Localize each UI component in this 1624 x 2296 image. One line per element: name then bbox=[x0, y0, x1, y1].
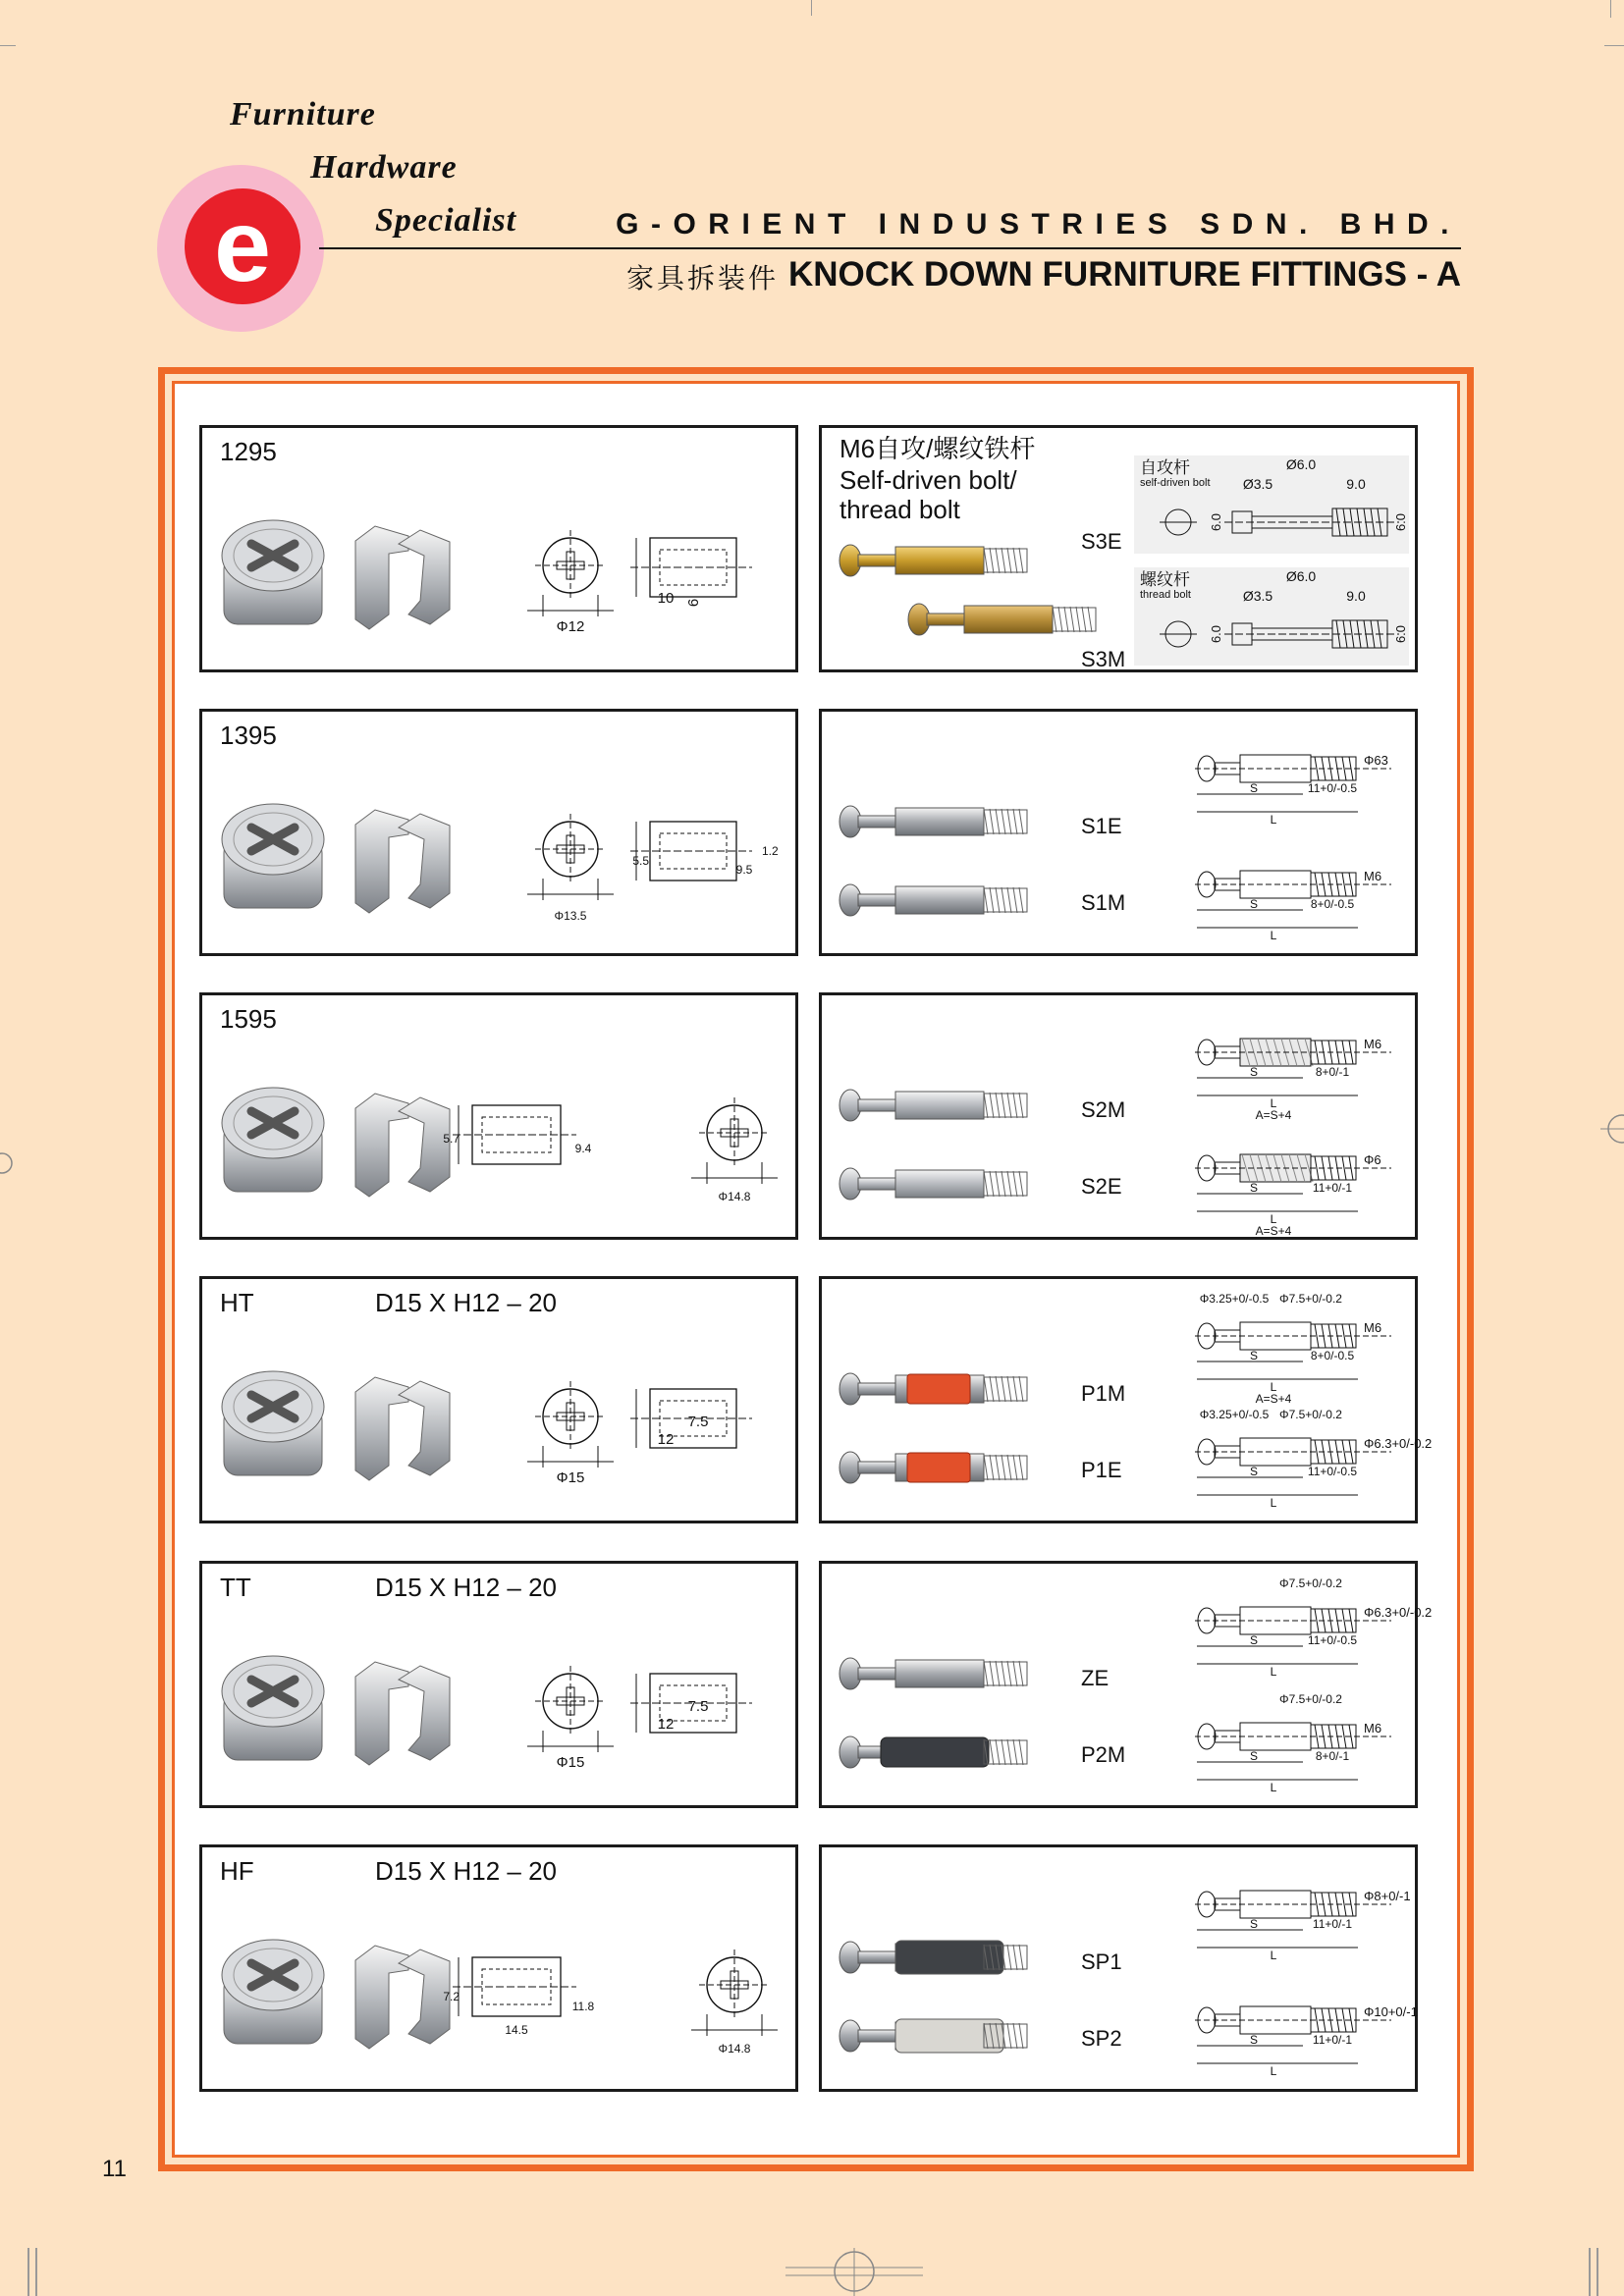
bolt-dimension: A=S+4 bbox=[1255, 1224, 1292, 1238]
bolt-spec-en: thread bolt bbox=[1140, 589, 1191, 601]
bolt-dimension: 11+0/-1 bbox=[1312, 1917, 1353, 1931]
bolt-dimension: L bbox=[1270, 2064, 1277, 2078]
bolt-title-en-2: thread bolt bbox=[839, 495, 960, 524]
bolt-dimension: L bbox=[1270, 929, 1277, 942]
bolt-dimension: S bbox=[1249, 897, 1259, 911]
dim-diameter: Φ15 bbox=[556, 1754, 585, 1771]
bolt-title-cn: M6自攻/螺纹铁杆 bbox=[839, 434, 1036, 463]
cam-photo bbox=[222, 1940, 324, 2044]
dim-height: 5.5 bbox=[632, 854, 649, 868]
bolt-dimension: L bbox=[1270, 1380, 1277, 1394]
bolt-dimension: M6 bbox=[1364, 1320, 1382, 1335]
bolt-dimension: 11+0/-0.5 bbox=[1307, 1465, 1358, 1478]
dim-height: 12 bbox=[657, 1716, 675, 1733]
bolt-dimension: S bbox=[1249, 1749, 1259, 1763]
cam-photo bbox=[222, 1371, 324, 1475]
bolt-photo bbox=[839, 1168, 1027, 1200]
logo-red-disc bbox=[185, 188, 300, 304]
dim-depth: 6 bbox=[685, 598, 702, 608]
cam-photo bbox=[222, 520, 324, 624]
cam-size-label: D15 X H12 – 20 bbox=[375, 1856, 558, 1886]
bolt-dimension: L bbox=[1270, 1212, 1277, 1226]
dim-top: 1.2 bbox=[762, 844, 779, 858]
cam-top-view-drawing bbox=[691, 1949, 778, 2036]
bolt-dimension: 8+0/-1 bbox=[1315, 1749, 1350, 1763]
cam-top-view-drawing bbox=[527, 814, 614, 900]
bolt-dimension: Φ63 bbox=[1364, 753, 1388, 768]
dim-depth: 9.5 bbox=[735, 863, 753, 877]
bolt-dimension: L bbox=[1270, 813, 1277, 827]
cam-illustration bbox=[202, 428, 795, 669]
cam-model-label: 1395 bbox=[220, 721, 277, 750]
bolt-code: S3E bbox=[1081, 529, 1122, 554]
cam-cell bbox=[199, 1561, 798, 1808]
cam-model-label: 1295 bbox=[220, 437, 277, 466]
bolt-dimension: 11+0/-0.5 bbox=[1307, 1633, 1358, 1647]
bolt-dimension: Φ10+0/-1 bbox=[1364, 2004, 1418, 2019]
bolt-photo bbox=[839, 545, 1027, 576]
dim-thread-len: 9.0 bbox=[1346, 476, 1366, 492]
bolt-dimension: S bbox=[1249, 1349, 1259, 1362]
bolt-dimension: Φ7.5+0/-0.2 bbox=[1279, 1292, 1342, 1306]
brand-logo bbox=[157, 165, 324, 332]
bolt-code: P2M bbox=[1081, 1742, 1126, 1767]
bolt-dimension: 8+0/-0.5 bbox=[1310, 897, 1355, 911]
registration-mark-right bbox=[1600, 1080, 1624, 1178]
housing-photo bbox=[355, 1662, 450, 1765]
housing-photo bbox=[355, 1094, 450, 1197]
bolt-title-en-1: Self-driven bolt/ bbox=[839, 465, 1017, 495]
cam-model-label: TT bbox=[220, 1573, 251, 1602]
page-number: 11 bbox=[102, 2156, 127, 2182]
bolt-dimension: Φ3.25+0/-0.5 bbox=[1199, 1408, 1270, 1421]
crop-mark-top-right bbox=[1610, 0, 1611, 18]
dim-diameter: Φ14.8 bbox=[718, 2042, 751, 2056]
bolt-photo bbox=[839, 1941, 1027, 1974]
brand-line-2: Hardware bbox=[310, 149, 458, 186]
company-name: G-ORIENT INDUSTRIES SDN. BHD. bbox=[616, 208, 1461, 240]
cam-side-view-drawing bbox=[630, 822, 752, 881]
bolt-code: ZE bbox=[1081, 1666, 1110, 1690]
dim-height: 7.2 bbox=[443, 1990, 460, 2003]
cam-top-view-drawing bbox=[527, 1666, 614, 1752]
dim-depth: 11.8 bbox=[571, 2000, 595, 2013]
dim-height: 12 bbox=[657, 1431, 675, 1448]
bolt-code: S2M bbox=[1081, 1097, 1126, 1122]
bolt-code: SP2 bbox=[1081, 2026, 1122, 2051]
cam-illustration bbox=[202, 995, 795, 1237]
dim-diameter: Φ14.8 bbox=[718, 1190, 751, 1203]
cam-size-label: D15 X H12 – 20 bbox=[375, 1288, 558, 1317]
header-rule bbox=[319, 247, 1461, 249]
cam-cell bbox=[199, 1844, 798, 2092]
housing-photo bbox=[355, 810, 450, 913]
dim-thread-dia: 6.0 bbox=[1393, 512, 1408, 532]
bolt-dimension: M6 bbox=[1364, 1721, 1382, 1735]
bolt-spec-drawing bbox=[1195, 2004, 1418, 2078]
crop-mark-bottom-right-2 bbox=[1597, 2248, 1598, 2296]
page-title: KNOCK DOWN FURNITURE FITTINGS - A bbox=[787, 255, 1461, 294]
bolt-dimension: S bbox=[1249, 1633, 1259, 1647]
bolt-dimension: A=S+4 bbox=[1255, 1108, 1292, 1122]
bolt-dimension: S bbox=[1249, 1181, 1259, 1195]
dim-shank: 6.0 bbox=[1209, 512, 1223, 532]
cam-model-label: HT bbox=[220, 1288, 254, 1317]
bolt-dimension: Φ6.3+0/-0.2 bbox=[1364, 1436, 1433, 1451]
bolt-code: S1M bbox=[1081, 890, 1126, 915]
cam-photo bbox=[222, 1088, 324, 1192]
cam-cell bbox=[199, 992, 798, 1240]
dim-diameter: Φ15 bbox=[556, 1469, 585, 1486]
title-chinese: 家具拆装件 bbox=[626, 262, 780, 294]
cam-illustration bbox=[202, 1564, 795, 1805]
bolt-code: SP1 bbox=[1081, 1949, 1122, 1974]
housing-photo bbox=[355, 1377, 450, 1480]
brand-line-3: Specialist bbox=[375, 202, 517, 239]
bolt-dimension: Φ7.5+0/-0.2 bbox=[1279, 1576, 1342, 1590]
crop-mark-right bbox=[1604, 45, 1624, 46]
crop-mark-bottom-right bbox=[1589, 2248, 1591, 2296]
bolt-dimension: Φ8+0/-1 bbox=[1364, 1889, 1411, 1903]
dim-diameter: Φ12 bbox=[556, 618, 585, 635]
registration-mark-bottom bbox=[785, 2248, 923, 2296]
bolt-dimension: A=S+4 bbox=[1255, 1392, 1292, 1406]
bolt-code: S2E bbox=[1081, 1174, 1122, 1199]
bolt-photo bbox=[839, 884, 1027, 916]
bolt-spec-drawing bbox=[1195, 1889, 1411, 1962]
bolt-code: P1M bbox=[1081, 1381, 1126, 1406]
bolt-dimension: 11+0/-1 bbox=[1312, 2033, 1353, 2047]
bolt-dimension: 8+0/-0.5 bbox=[1310, 1349, 1355, 1362]
dim-head-dia: Ø6.0 bbox=[1285, 456, 1317, 472]
crop-mark-bottom-left bbox=[27, 2248, 29, 2296]
bolt-code: S1E bbox=[1081, 814, 1122, 838]
crop-mark-left bbox=[0, 45, 16, 46]
bolt-dimension: Φ3.25+0/-0.5 bbox=[1199, 1292, 1270, 1306]
dim-depth: 7.5 bbox=[687, 1698, 709, 1715]
cam-photo bbox=[222, 1656, 324, 1760]
bolt-cell bbox=[819, 1561, 1433, 1808]
bolt-photo bbox=[839, 1373, 1027, 1405]
dim-depth: 7.5 bbox=[687, 1414, 709, 1430]
cam-illustration bbox=[202, 712, 795, 953]
dim-height: 10 bbox=[657, 590, 675, 607]
dim-width: 14.5 bbox=[505, 2023, 528, 2037]
bolt-spec-drawing bbox=[1195, 869, 1391, 942]
cam-side-view-drawing bbox=[630, 538, 752, 597]
dim-head-dia: Ø6.0 bbox=[1285, 568, 1317, 584]
bolt-cell bbox=[819, 425, 1418, 672]
bolt-dimension: 8+0/-1 bbox=[1315, 1065, 1350, 1079]
bolt-dimension: Φ7.5+0/-0.2 bbox=[1279, 1692, 1342, 1706]
bolt-spec-drawing bbox=[1195, 1576, 1432, 1679]
bolt-dimension: S bbox=[1249, 781, 1259, 795]
bolt-spec-drawing bbox=[1195, 1692, 1391, 1794]
bolt-spec-drawing bbox=[1195, 1292, 1391, 1406]
bolt-spec-drawing bbox=[1134, 455, 1409, 554]
bolt-dimension: S bbox=[1249, 2033, 1259, 2047]
bolt-spec-cn: 螺纹杆 bbox=[1140, 570, 1190, 589]
bolt-photo bbox=[908, 604, 1096, 635]
bolt-dimension: L bbox=[1270, 1665, 1277, 1679]
bolt-spec-panel bbox=[1134, 455, 1409, 554]
bolt-photo bbox=[839, 1452, 1027, 1483]
cam-top-view-drawing bbox=[691, 1097, 778, 1184]
cam-cell bbox=[199, 1276, 798, 1523]
bolt-dimension: Φ7.5+0/-0.2 bbox=[1279, 1408, 1342, 1421]
bolt-dimension: L bbox=[1270, 1096, 1277, 1110]
cam-side-view-drawing bbox=[453, 1105, 576, 1164]
brand-line-1: Furniture bbox=[230, 96, 376, 133]
bolt-spec-drawing bbox=[1195, 1408, 1432, 1510]
cam-top-view-drawing bbox=[527, 530, 614, 616]
bolt-photo bbox=[839, 1090, 1027, 1121]
bolt-spec-cn: 自攻杆 bbox=[1140, 458, 1190, 477]
logo-letter: e bbox=[214, 189, 271, 303]
housing-photo bbox=[355, 526, 450, 629]
bolt-code: P1E bbox=[1081, 1458, 1122, 1482]
bolt-photo bbox=[839, 1736, 1027, 1768]
dim-thread-dia: 6.0 bbox=[1393, 624, 1408, 644]
bolt-dimension: 11+0/-1 bbox=[1312, 1181, 1353, 1195]
bolt-cell bbox=[819, 1844, 1418, 2092]
bolt-photo bbox=[839, 1658, 1027, 1689]
cam-side-view-drawing bbox=[453, 1957, 576, 2016]
cam-cell bbox=[199, 709, 798, 956]
bolt-spec-en: self-driven bolt bbox=[1140, 477, 1211, 489]
cam-illustration bbox=[202, 1847, 795, 2089]
bolt-spec-drawing bbox=[1195, 753, 1391, 827]
dim-height: 5.7 bbox=[443, 1132, 460, 1146]
bolt-cell bbox=[819, 992, 1418, 1240]
crop-mark-bottom-left-2 bbox=[35, 2248, 37, 2296]
bolt-dimension: Φ6 bbox=[1364, 1152, 1381, 1167]
dim-neck-dia: Ø3.5 bbox=[1242, 588, 1273, 604]
bolt-dimension: S bbox=[1249, 1465, 1259, 1478]
bolt-dimension: L bbox=[1270, 1496, 1277, 1510]
cam-model-label: 1595 bbox=[220, 1004, 277, 1034]
bolt-dimension: L bbox=[1270, 1949, 1277, 1962]
cam-photo bbox=[222, 804, 324, 908]
bolt-code: S3M bbox=[1081, 647, 1126, 671]
bolt-dimension: S bbox=[1249, 1065, 1259, 1079]
bolt-dimension: M6 bbox=[1364, 869, 1382, 883]
bolt-dimension: 11+0/-0.5 bbox=[1307, 781, 1358, 795]
dim-diameter: Φ13.5 bbox=[554, 909, 587, 923]
dim-thread-len: 9.0 bbox=[1346, 588, 1366, 604]
bolt-dimension: M6 bbox=[1364, 1037, 1382, 1051]
bolt-photo bbox=[839, 2019, 1027, 2053]
dim-depth: 9.4 bbox=[574, 1142, 592, 1155]
cam-top-view-drawing bbox=[527, 1381, 614, 1468]
dim-neck-dia: Ø3.5 bbox=[1242, 476, 1273, 492]
dim-shank: 6.0 bbox=[1209, 624, 1223, 644]
housing-photo bbox=[355, 1946, 450, 2049]
cam-model-label: HF bbox=[220, 1856, 254, 1886]
bolt-cell bbox=[819, 709, 1418, 956]
bolt-spec-panel bbox=[1134, 567, 1409, 666]
registration-mark-left bbox=[0, 1129, 16, 1198]
bolt-dimension: S bbox=[1249, 1917, 1259, 1931]
bolt-spec-drawing bbox=[1195, 1037, 1391, 1122]
bolt-photo bbox=[839, 806, 1027, 837]
bolt-spec-drawing bbox=[1195, 1152, 1391, 1238]
cam-size-label: D15 X H12 – 20 bbox=[375, 1573, 558, 1602]
cam-illustration bbox=[202, 1279, 795, 1521]
bolt-spec-drawing bbox=[1134, 567, 1409, 666]
bolt-illustration bbox=[822, 1564, 1433, 1805]
bolt-cell bbox=[819, 1276, 1433, 1523]
bolt-dimension: L bbox=[1270, 1781, 1277, 1794]
bolt-dimension: Φ6.3+0/-0.2 bbox=[1364, 1605, 1433, 1620]
cam-cell bbox=[199, 425, 798, 672]
crop-mark-top bbox=[811, 0, 812, 16]
